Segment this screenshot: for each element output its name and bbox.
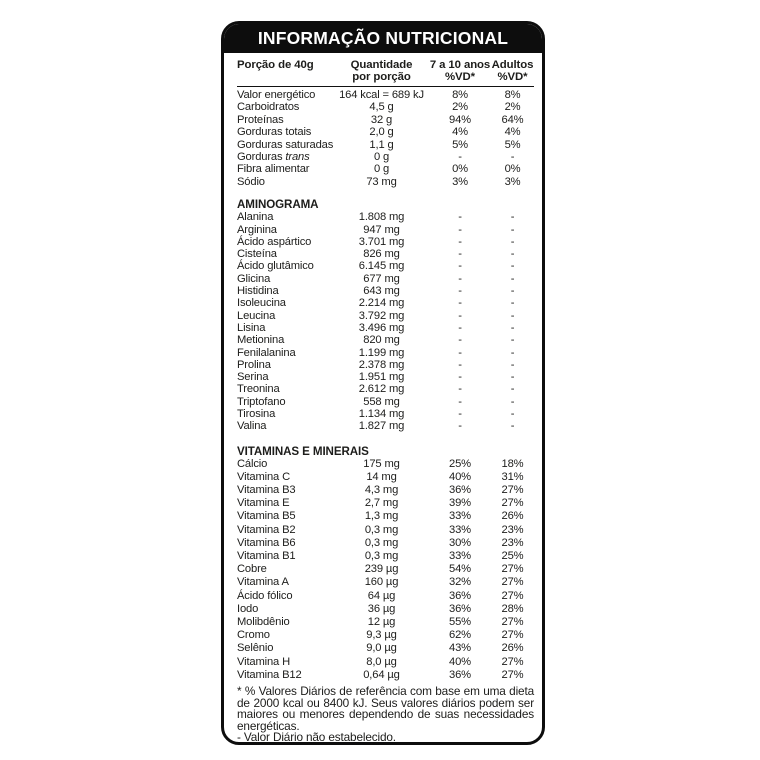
table-row <box>237 590 534 603</box>
nutrient-name: Vitamina B5 <box>237 510 296 523</box>
adults-vd-header-line2: %VD* <box>497 71 528 83</box>
nutrient-name: Fibra alimentar <box>237 163 310 176</box>
kids-vd-header-line2: %VD* <box>445 71 475 83</box>
kids-vd-value: - <box>458 420 462 433</box>
nutrient-quantity: 64 µg <box>367 589 396 602</box>
adults-vd-value: 27% <box>501 484 524 496</box>
nutrient-name: Carboidratos <box>237 101 300 114</box>
adults-vd-value: 2% <box>504 101 521 114</box>
nutrient-name: Vitamina B2 <box>237 523 296 536</box>
nutrient-name: Sódio <box>237 175 265 188</box>
adults-vd-value: 5% <box>504 138 521 151</box>
nutrient-name: Vitamina C <box>237 470 291 483</box>
kids-vd-value: - <box>458 371 462 384</box>
nutrient-quantity: 0 g <box>373 163 390 176</box>
table-row <box>237 224 534 236</box>
nutrient-name: Prolina <box>237 358 271 371</box>
nutrient-quantity: 8,0 µg <box>366 655 397 668</box>
kids-vd-value: 30% <box>449 536 471 549</box>
nutrient-name: Vitamina H <box>237 655 291 668</box>
table-row <box>237 563 534 576</box>
table-row <box>237 236 534 248</box>
kids-vd-value: 94% <box>449 113 471 126</box>
kids-vd-value: 25% <box>449 457 471 470</box>
section-rows <box>237 211 534 432</box>
nutrient-quantity: 2.612 mg <box>358 383 405 396</box>
sections-container <box>237 198 534 682</box>
kids-vd-value: 33% <box>449 510 471 523</box>
table-row <box>237 420 534 432</box>
table-row <box>237 163 534 175</box>
section-aminograma <box>237 198 534 432</box>
adults-vd-value: 27% <box>501 629 524 642</box>
kids-vd-header <box>429 59 491 83</box>
table-row <box>237 603 534 616</box>
nutrient-name: Ácido glutâmico <box>237 260 314 273</box>
adults-vd-value: - <box>510 235 515 248</box>
nutrient-quantity: 2,7 mg <box>364 497 399 510</box>
quantity-header-line1: Quantidade <box>350 59 413 71</box>
adults-vd-value: 26% <box>501 642 524 655</box>
table-header-row <box>237 59 534 83</box>
nutrient-name: Treonina <box>237 383 280 396</box>
kids-vd-value: 43% <box>449 642 471 655</box>
table-row <box>237 642 534 655</box>
kids-vd-value: 40% <box>449 470 471 483</box>
quantity-header <box>334 59 429 83</box>
kids-vd-value: - <box>458 321 462 334</box>
kids-vd-value: - <box>458 235 462 248</box>
nutrient-quantity: 3.792 mg <box>358 309 405 322</box>
kids-vd-value: - <box>458 309 462 322</box>
nutrient-name: Valor energético <box>237 89 316 101</box>
daily-values-note: * % Valores Diários de referência com base em uma dieta de 2000 kcal ou 8400 kJ. Seus valores diários podem ser maiores ou menores dependendo de suas necessidades energéticas. <box>237 684 534 733</box>
adults-vd-value: 23% <box>501 523 524 536</box>
kids-vd-value: - <box>458 272 462 285</box>
nutrient-quantity: 2.378 mg <box>358 358 405 371</box>
nutrient-name: Lisina <box>237 321 266 334</box>
adults-vd-value: 26% <box>501 510 524 523</box>
kids-vd-value: 8% <box>452 89 468 101</box>
nutrient-quantity: 3.496 mg <box>358 321 405 334</box>
nutrient-name: Vitamina E <box>237 497 290 510</box>
nutrition-label <box>221 21 545 745</box>
section-heading: VITAMINAS E MINERAIS <box>237 444 369 458</box>
kids-vd-value: 0% <box>452 163 468 176</box>
adults-vd-value: - <box>510 309 515 322</box>
kids-vd-header-line1: 7 a 10 anos <box>429 59 491 71</box>
table-row <box>237 285 534 297</box>
nutrient-quantity: 1.199 mg <box>358 346 405 359</box>
table-row <box>237 550 534 563</box>
table-row <box>237 334 534 346</box>
nutrient-quantity: 1.951 mg <box>358 371 405 384</box>
nutrient-name: Tirosina <box>237 408 276 420</box>
footnote <box>237 686 534 744</box>
kids-vd-value: - <box>458 223 462 236</box>
table-row <box>237 211 534 223</box>
header-separator <box>237 86 534 87</box>
kids-vd-value: - <box>458 151 462 164</box>
table-row <box>237 484 534 497</box>
table-row <box>237 114 534 126</box>
nutrient-name: Vitamina B3 <box>237 484 296 496</box>
adults-vd-value: 27% <box>501 668 524 681</box>
kids-vd-value: 36% <box>449 484 471 496</box>
kids-vd-value: 5% <box>452 138 468 151</box>
adults-vd-value: - <box>510 346 515 359</box>
table-row <box>237 273 534 285</box>
table-row <box>237 629 534 642</box>
nutrient-name: Metionina <box>237 334 285 347</box>
nutrient-quantity: 826 mg <box>363 248 400 261</box>
adults-vd-value: 27% <box>501 497 524 510</box>
nutrient-quantity: 0 g <box>373 151 390 164</box>
section-rows <box>237 458 534 682</box>
adults-vd-value: - <box>510 151 515 164</box>
adults-vd-value: - <box>510 321 515 334</box>
kids-vd-value: - <box>458 297 462 310</box>
nutrient-name: Cálcio <box>237 457 268 470</box>
nutrient-name: Vitamina B1 <box>237 550 296 563</box>
adults-vd-value: 8% <box>504 89 521 101</box>
nutrient-quantity: 9,0 µg <box>366 642 397 655</box>
kids-vd-value: - <box>458 408 462 420</box>
nutrient-name: Alanina <box>237 211 274 224</box>
kids-vd-value: - <box>458 383 462 396</box>
table-row <box>237 497 534 510</box>
table-row <box>237 656 534 669</box>
table-row <box>237 616 534 629</box>
kids-vd-value: 54% <box>449 563 471 576</box>
nutrient-name: Cobre <box>237 563 267 576</box>
nutrient-quantity: 1,1 g <box>369 138 394 151</box>
nutrient-quantity: 3.701 mg <box>358 235 405 248</box>
nutrient-name: Vitamina A <box>237 576 289 589</box>
adults-vd-header <box>491 59 534 83</box>
nutrient-quantity: 73 mg <box>366 175 397 188</box>
nutrient-quantity: 239 µg <box>364 563 399 576</box>
table-row <box>237 248 534 260</box>
nutrient-quantity: 32 g <box>370 113 393 126</box>
adults-vd-value: - <box>510 383 515 396</box>
nutrient-name: Leucina <box>237 309 276 322</box>
kids-vd-value: 40% <box>449 655 471 668</box>
nutrient-name: Iodo <box>237 602 259 615</box>
nutrient-quantity: 12 µg <box>367 616 396 629</box>
nutrient-quantity: 1.134 mg <box>358 408 405 420</box>
adults-vd-value: - <box>510 260 515 273</box>
nutrient-name: Ácido fólico <box>237 589 293 602</box>
adults-vd-value: - <box>510 297 515 310</box>
kids-vd-value: 36% <box>449 589 471 602</box>
table-row <box>237 510 534 523</box>
nutrient-quantity: 9,3 µg <box>366 629 397 642</box>
quantity-header-line2: por porção <box>352 71 411 83</box>
adults-vd-value: 18% <box>501 457 524 470</box>
nutrient-quantity: 164 kcal = 689 kJ <box>339 89 424 101</box>
kids-vd-value: 39% <box>449 497 471 510</box>
kids-vd-value: 33% <box>449 550 471 563</box>
table-row <box>237 537 534 550</box>
main-nutrients-table <box>237 89 534 188</box>
kids-vd-value: 4% <box>452 126 468 139</box>
table-row <box>237 176 534 188</box>
nutrient-name: Proteínas <box>237 113 284 126</box>
adults-vd-value: - <box>510 285 515 298</box>
section-vitaminas-e-minerais <box>237 445 534 682</box>
table-row <box>237 396 534 408</box>
adults-vd-value: 27% <box>501 576 524 589</box>
nutrient-quantity: 643 mg <box>363 285 400 298</box>
nutrient-name: Molibdênio <box>237 616 290 629</box>
adults-vd-value: - <box>510 223 515 236</box>
adults-vd-value: 31% <box>501 470 524 483</box>
kids-vd-value: 2% <box>452 101 468 114</box>
table-row <box>237 359 534 371</box>
nutrient-name: Gorduras totais <box>237 126 312 139</box>
nutrient-quantity: 1,3 mg <box>364 510 399 523</box>
kids-vd-value: 3% <box>452 175 468 188</box>
kids-vd-value: - <box>458 346 462 359</box>
nutrient-name: Arginina <box>237 223 277 236</box>
nutrient-name: Vitamina B6 <box>237 536 296 549</box>
nutrient-quantity: 0,64 µg <box>363 668 400 681</box>
nutrient-quantity: 1.808 mg <box>358 211 405 224</box>
table-row <box>237 408 534 420</box>
table-row <box>237 89 534 101</box>
adults-vd-value: - <box>510 211 515 224</box>
nutrient-quantity: 0,3 mg <box>364 536 399 549</box>
table-row <box>237 524 534 537</box>
nutrient-quantity: 4,3 mg <box>364 484 399 496</box>
adults-vd-value: 0% <box>504 163 521 176</box>
nutrient-name: Isoleucina <box>237 297 286 310</box>
adults-vd-value: 27% <box>501 655 524 668</box>
kids-vd-value: 55% <box>449 616 471 629</box>
nutrient-quantity: 14 mg <box>366 470 397 483</box>
nutrient-name: Gorduras saturadas <box>237 138 334 151</box>
adults-vd-value: 23% <box>501 536 524 549</box>
nutrient-quantity: 6.145 mg <box>358 260 405 273</box>
nutrient-quantity: 36 µg <box>367 602 396 615</box>
adults-vd-value: 28% <box>501 602 524 615</box>
adults-vd-value: - <box>510 272 515 285</box>
nutrient-quantity: 4,5 g <box>369 101 394 114</box>
adults-vd-value: - <box>510 408 515 420</box>
kids-vd-value: - <box>458 211 462 224</box>
nutrient-quantity: 2.214 mg <box>358 297 405 310</box>
table-row <box>237 322 534 334</box>
table-row <box>237 371 534 383</box>
kids-vd-value: - <box>458 334 462 347</box>
not-established-note: - Valor Diário não estabelecido. <box>237 730 396 745</box>
nutrient-quantity: 2,0 g <box>369 126 394 139</box>
table-row <box>237 297 534 309</box>
adults-vd-value: 25% <box>501 550 524 563</box>
nutrient-name: Triptofano <box>237 395 286 408</box>
nutrient-name: Cromo <box>237 629 270 642</box>
adults-vd-value: - <box>510 358 515 371</box>
adults-vd-value: 27% <box>501 616 524 629</box>
nutrient-quantity: 0,3 mg <box>364 523 399 536</box>
portion-header: Porção de 40g <box>237 59 314 71</box>
table-row <box>237 669 534 682</box>
nutrient-quantity: 677 mg <box>363 272 400 285</box>
section-heading: AMINOGRAMA <box>237 198 319 212</box>
nutrient-name: Cisteína <box>237 248 277 261</box>
nutrient-quantity: 160 µg <box>364 576 399 589</box>
label-body <box>224 53 542 744</box>
nutrient-name: Serina <box>237 371 269 384</box>
nutrient-name: Selênio <box>237 642 274 655</box>
adults-vd-value: 4% <box>504 126 521 139</box>
kids-vd-value: - <box>458 248 462 261</box>
adults-vd-header-line1: Adultos <box>491 59 534 71</box>
nutrient-quantity: 0,3 mg <box>364 550 399 563</box>
kids-vd-value: 36% <box>449 668 471 681</box>
kids-vd-value: - <box>458 285 462 298</box>
kids-vd-value: 62% <box>449 629 471 642</box>
adults-vd-value: - <box>510 248 515 261</box>
adults-vd-value: 27% <box>501 589 524 602</box>
adults-vd-value: 3% <box>504 175 521 188</box>
kids-vd-value: 32% <box>449 576 471 589</box>
nutrient-name: Gorduras trans <box>237 151 310 164</box>
table-row <box>237 310 534 322</box>
nutrient-name: Histidina <box>237 285 279 298</box>
adults-vd-value: - <box>510 334 515 347</box>
table-row <box>237 458 534 471</box>
kids-vd-value: - <box>458 395 462 408</box>
nutrient-quantity: 175 mg <box>363 457 400 470</box>
table-row <box>237 139 534 151</box>
kids-vd-value: 33% <box>449 523 471 536</box>
table-row <box>237 471 534 484</box>
adults-vd-value: - <box>510 395 515 408</box>
adults-vd-value: 27% <box>501 563 524 576</box>
nutrient-quantity: 558 mg <box>363 395 400 408</box>
nutrient-quantity: 820 mg <box>363 334 400 347</box>
nutrient-name: Ácido aspártico <box>237 235 312 248</box>
kids-vd-value: 36% <box>449 602 471 615</box>
label-title: INFORMAÇÃO NUTRICIONAL <box>257 28 509 48</box>
table-row <box>237 260 534 272</box>
table-row <box>237 383 534 395</box>
table-row <box>237 347 534 359</box>
table-row <box>237 101 534 113</box>
nutrient-name: Fenilalanina <box>237 346 296 359</box>
kids-vd-value: - <box>458 260 462 273</box>
adults-vd-value: - <box>510 371 515 384</box>
nutrient-quantity: 1.827 mg <box>358 420 405 433</box>
table-row <box>237 126 534 138</box>
nutrient-name: Glicina <box>237 272 271 285</box>
adults-vd-value: 64% <box>501 113 524 126</box>
nutrient-name: Valina <box>237 420 267 433</box>
adults-vd-value: - <box>510 420 515 433</box>
kids-vd-value: - <box>458 358 462 371</box>
table-row <box>237 576 534 589</box>
nutrient-quantity: 947 mg <box>363 223 400 236</box>
label-header <box>224 24 542 53</box>
nutrient-name: Vitamina B12 <box>237 668 302 681</box>
table-row <box>237 151 534 163</box>
